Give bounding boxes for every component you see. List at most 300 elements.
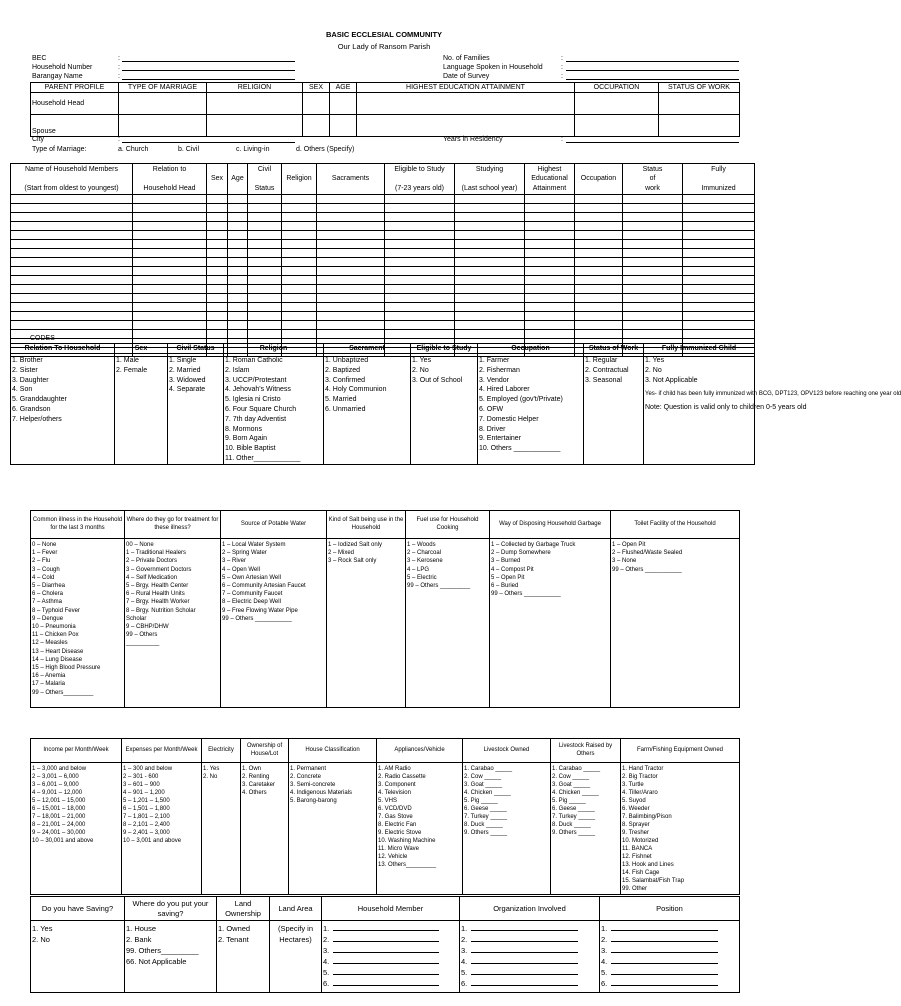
members-cell[interactable]: [317, 258, 385, 267]
members-cell[interactable]: [207, 213, 228, 222]
health-list-kind-of-salt-being-use-in-the-: [327, 539, 406, 708]
members-cell[interactable]: [133, 258, 207, 267]
members-cell[interactable]: [11, 276, 133, 285]
members-cell[interactable]: [228, 294, 248, 303]
members-cell[interactable]: [525, 249, 575, 258]
members-cell[interactable]: [11, 267, 133, 276]
members-cell[interactable]: [683, 276, 755, 285]
table-row: [11, 312, 755, 321]
members-cell[interactable]: [683, 267, 755, 276]
members-cell[interactable]: [133, 276, 207, 285]
members-cell[interactable]: [623, 321, 683, 330]
members-cell[interactable]: [11, 258, 133, 267]
members-cell[interactable]: [248, 222, 282, 231]
members-col-line: Studying: [475, 165, 504, 173]
fill-line[interactable]: [471, 924, 578, 931]
members-cell[interactable]: [525, 222, 575, 231]
members-cell[interactable]: [455, 321, 525, 330]
members-cell[interactable]: [228, 249, 248, 258]
members-cell[interactable]: [11, 204, 133, 213]
members-cell[interactable]: [11, 249, 133, 258]
members-cell[interactable]: [317, 213, 385, 222]
health-table: [30, 510, 740, 708]
members-cell[interactable]: [317, 321, 385, 330]
marriage-opt-others[interactable]: d. Others (Specify): [296, 146, 355, 153]
language-label: Language Spoken in Household: [443, 64, 543, 71]
members-cell[interactable]: [683, 312, 755, 321]
members-cell[interactable]: [455, 231, 525, 240]
members-cell[interactable]: [385, 276, 455, 285]
members-cell[interactable]: [575, 258, 623, 267]
bec-field[interactable]: [122, 61, 295, 62]
members-cell[interactable]: [455, 258, 525, 267]
list-item: 10. Others ____________: [479, 445, 561, 453]
members-cell[interactable]: [683, 204, 755, 213]
list-item: 2 – Flushed/Waste Sealed: [612, 550, 683, 557]
members-cell[interactable]: [575, 294, 623, 303]
health-list-common-illness-in-the-househol: [31, 539, 125, 708]
cell-input[interactable]: [659, 115, 740, 137]
list-item: 5. Pig _____: [464, 798, 498, 804]
members-cell[interactable]: [282, 312, 317, 321]
fill-line[interactable]: [611, 957, 718, 964]
cell-input[interactable]: [119, 93, 207, 115]
cell-input[interactable]: [575, 115, 659, 137]
list-item: 10. Motorized: [622, 838, 659, 844]
years-field[interactable]: [566, 142, 739, 143]
table-row: [11, 276, 755, 285]
members-cell[interactable]: [282, 294, 317, 303]
members-cell[interactable]: [248, 258, 282, 267]
members-cell[interactable]: [575, 204, 623, 213]
members-cell[interactable]: [575, 321, 623, 330]
econ-header-appliances-vehicle: Appliances/Vehicle: [377, 739, 463, 763]
list-item: 3. Not Applicable: [645, 376, 698, 384]
members-cell[interactable]: [525, 267, 575, 276]
members-cell[interactable]: [282, 258, 317, 267]
marriage-opt-living-in[interactable]: c. Living-in: [236, 146, 270, 153]
members-cell[interactable]: [575, 195, 623, 204]
household-number-field[interactable]: [122, 70, 295, 71]
members-cell[interactable]: [683, 330, 755, 339]
members-cell[interactable]: [525, 303, 575, 312]
list-item: [323, 945, 458, 956]
cell-input[interactable]: [357, 115, 575, 137]
members-cell[interactable]: [683, 321, 755, 330]
list-item: [461, 978, 598, 989]
barangay-name-field[interactable]: [122, 79, 295, 80]
members-cell[interactable]: [228, 321, 248, 330]
members-cell[interactable]: [455, 204, 525, 213]
members-cell[interactable]: [207, 321, 228, 330]
members-cell[interactable]: [623, 222, 683, 231]
list-item: 1 – 3,000 and below: [32, 766, 87, 772]
list-item: 2 – Mixed: [328, 550, 355, 557]
members-cell[interactable]: [623, 276, 683, 285]
members-cell[interactable]: [525, 204, 575, 213]
members-cell[interactable]: [455, 267, 525, 276]
health-list-way-of-disposing-household-gar: [490, 539, 611, 708]
members-cell[interactable]: [455, 330, 525, 339]
members-cell[interactable]: [133, 294, 207, 303]
members-cell[interactable]: [207, 303, 228, 312]
list-item-label: 4.: [601, 957, 608, 966]
members-cell[interactable]: [623, 240, 683, 249]
members-cell[interactable]: [385, 249, 455, 258]
members-cell[interactable]: [317, 312, 385, 321]
members-cell[interactable]: [282, 240, 317, 249]
members-cell[interactable]: [11, 240, 133, 249]
members-cell[interactable]: [248, 249, 282, 258]
members-cell[interactable]: [623, 249, 683, 258]
members-cell[interactable]: [207, 195, 228, 204]
members-cell[interactable]: [228, 231, 248, 240]
cell-input[interactable]: [357, 93, 575, 115]
members-cell[interactable]: [683, 213, 755, 222]
members-cell[interactable]: [623, 285, 683, 294]
members-cell[interactable]: [683, 294, 755, 303]
list-item: 11 – Chicken Pox: [32, 632, 79, 639]
list-item: 5 – 12,001 – 15,000: [32, 798, 86, 804]
members-cell[interactable]: [11, 321, 133, 330]
members-cell[interactable]: [207, 285, 228, 294]
fill-line[interactable]: [333, 924, 438, 931]
members-cell[interactable]: [228, 195, 248, 204]
members-cell[interactable]: [11, 222, 133, 231]
members-cell[interactable]: [207, 204, 228, 213]
members-cell[interactable]: [455, 312, 525, 321]
members-cell[interactable]: [683, 231, 755, 240]
members-cell[interactable]: [207, 267, 228, 276]
cell-input[interactable]: [119, 115, 207, 137]
members-col-line: [134, 174, 205, 184]
members-cell[interactable]: [683, 195, 755, 204]
fill-line[interactable]: [611, 935, 718, 942]
members-cell[interactable]: [228, 204, 248, 213]
members-cell[interactable]: [282, 330, 317, 339]
marriage-opt-church[interactable]: a. Church: [118, 146, 149, 153]
members-cell[interactable]: [623, 267, 683, 276]
list-item: 3. Confirmed: [325, 376, 366, 384]
fill-line[interactable]: [333, 946, 438, 953]
household-number-label: Household Number: [32, 64, 93, 71]
fill-line[interactable]: [471, 979, 578, 986]
members-cell[interactable]: [575, 231, 623, 240]
econ-list-expenses-per-month-week: [122, 763, 202, 895]
members-cell[interactable]: [133, 213, 207, 222]
members-cell[interactable]: [228, 240, 248, 249]
members-cell[interactable]: [11, 213, 133, 222]
members-cell[interactable]: [11, 285, 133, 294]
members-cell[interactable]: [575, 303, 623, 312]
members-cell[interactable]: [248, 312, 282, 321]
members-cell[interactable]: [133, 330, 207, 339]
members-cell[interactable]: [282, 321, 317, 330]
members-col-line: Status: [254, 184, 275, 192]
members-cell[interactable]: [455, 294, 525, 303]
fill-line[interactable]: [611, 979, 718, 986]
codes-label: CODES: [30, 335, 55, 342]
members-cell[interactable]: [207, 240, 228, 249]
members-cell[interactable]: [575, 249, 623, 258]
members-cell[interactable]: [133, 303, 207, 312]
table-row: [11, 303, 755, 312]
members-cell[interactable]: [385, 303, 455, 312]
list-item-label: 4.: [461, 957, 468, 966]
members-cell[interactable]: [575, 267, 623, 276]
members-cell[interactable]: [248, 231, 282, 240]
fill-line[interactable]: [471, 946, 578, 953]
marriage-opt-civil[interactable]: b. Civil: [178, 146, 200, 153]
members-cell[interactable]: [133, 285, 207, 294]
members-cell[interactable]: [455, 240, 525, 249]
members-cell[interactable]: [133, 249, 207, 258]
members-cell[interactable]: [11, 231, 133, 240]
fill-line[interactable]: [611, 968, 718, 975]
members-cell[interactable]: [207, 276, 228, 285]
fill-line[interactable]: [333, 968, 438, 975]
members-cell[interactable]: [455, 303, 525, 312]
members-cell[interactable]: [11, 330, 133, 339]
members-cell[interactable]: [248, 285, 282, 294]
list-item-label: 5.: [461, 968, 468, 977]
members-cell[interactable]: [683, 285, 755, 294]
members-cell[interactable]: [248, 303, 282, 312]
members-cell[interactable]: [575, 285, 623, 294]
members-cell[interactable]: [248, 330, 282, 339]
members-cell[interactable]: [623, 213, 683, 222]
members-cell[interactable]: [207, 312, 228, 321]
cell-input[interactable]: [330, 93, 357, 115]
members-cell[interactable]: [317, 222, 385, 231]
list-item-label: 3.: [323, 946, 330, 955]
econ-list-ownership-of-house-lot: [241, 763, 289, 895]
members-cell[interactable]: [683, 258, 755, 267]
members-cell[interactable]: [455, 195, 525, 204]
members-cell[interactable]: [575, 240, 623, 249]
members-cell[interactable]: [282, 285, 317, 294]
members-cell[interactable]: [282, 267, 317, 276]
members-col-line: Status: [642, 165, 663, 173]
members-cell[interactable]: [385, 204, 455, 213]
members-cell[interactable]: [248, 267, 282, 276]
members-cell[interactable]: [133, 222, 207, 231]
members-cell[interactable]: [683, 240, 755, 249]
list-item: 2. Contractual: [585, 366, 629, 374]
city-field[interactable]: [122, 142, 295, 143]
cell-input[interactable]: [575, 93, 659, 115]
members-cell[interactable]: [455, 276, 525, 285]
fill-line[interactable]: [333, 979, 438, 986]
cell-input[interactable]: [303, 115, 330, 137]
list-item: 4 – Compost Pit: [491, 566, 534, 573]
members-cell[interactable]: [282, 303, 317, 312]
members-cell[interactable]: [207, 330, 228, 339]
fill-line[interactable]: [333, 935, 438, 942]
members-cell[interactable]: [525, 285, 575, 294]
col-religion: RELIGION: [207, 83, 303, 93]
members-cell[interactable]: [282, 222, 317, 231]
members-cell[interactable]: [525, 294, 575, 303]
members-cell[interactable]: [317, 330, 385, 339]
members-cell[interactable]: [317, 195, 385, 204]
members-cell[interactable]: [455, 213, 525, 222]
members-cell[interactable]: [575, 213, 623, 222]
savings-list-do-you-have-saving: [31, 921, 125, 993]
table-row: [11, 213, 755, 222]
members-cell[interactable]: [683, 249, 755, 258]
members-cell[interactable]: [455, 285, 525, 294]
members-cell[interactable]: [525, 312, 575, 321]
members-cell[interactable]: [228, 312, 248, 321]
members-cell[interactable]: [207, 249, 228, 258]
cell-input[interactable]: [659, 93, 740, 115]
members-cell[interactable]: [385, 240, 455, 249]
list-item: 9 – 2,401 – 3,000: [123, 830, 170, 836]
fill-line[interactable]: [471, 957, 578, 964]
members-col-highest-educational-attainment: [525, 164, 575, 195]
members-cell[interactable]: [623, 294, 683, 303]
members-cell[interactable]: [133, 195, 207, 204]
members-cell[interactable]: [525, 231, 575, 240]
members-cell[interactable]: [455, 249, 525, 258]
members-cell[interactable]: [11, 303, 133, 312]
members-cell[interactable]: [248, 204, 282, 213]
members-cell[interactable]: [133, 321, 207, 330]
members-cell[interactable]: [385, 294, 455, 303]
members-cell[interactable]: [282, 195, 317, 204]
members-cell[interactable]: [248, 213, 282, 222]
members-cell[interactable]: [207, 222, 228, 231]
members-col-line: [229, 184, 246, 194]
members-cell[interactable]: [317, 285, 385, 294]
members-cell[interactable]: [623, 258, 683, 267]
date-of-survey-field[interactable]: [566, 79, 739, 80]
members-cell[interactable]: [623, 303, 683, 312]
fill-line[interactable]: [471, 968, 578, 975]
members-cell[interactable]: [282, 276, 317, 285]
members-col-line: Religion: [286, 175, 312, 183]
members-cell[interactable]: [248, 240, 282, 249]
members-cell[interactable]: [385, 258, 455, 267]
list-item: 1. House: [126, 924, 157, 933]
members-cell[interactable]: [385, 213, 455, 222]
members-cell[interactable]: [207, 231, 228, 240]
members-cell[interactable]: [133, 231, 207, 240]
members-cell[interactable]: [525, 240, 575, 249]
members-cell[interactable]: [575, 312, 623, 321]
cell-input[interactable]: [330, 115, 357, 137]
fill-line[interactable]: [471, 935, 578, 942]
cell-input[interactable]: [303, 93, 330, 115]
members-cell[interactable]: [385, 285, 455, 294]
members-cell[interactable]: [228, 213, 248, 222]
members-cell[interactable]: [248, 294, 282, 303]
members-cell[interactable]: [228, 285, 248, 294]
members-cell[interactable]: [228, 267, 248, 276]
members-cell[interactable]: [228, 303, 248, 312]
members-cell[interactable]: [385, 231, 455, 240]
list-item: 3. Vendor: [479, 376, 509, 384]
members-cell[interactable]: [317, 267, 385, 276]
language-field[interactable]: [566, 70, 739, 71]
members-cell[interactable]: [133, 240, 207, 249]
members-cell[interactable]: [623, 231, 683, 240]
members-cell[interactable]: [385, 195, 455, 204]
cell-input[interactable]: [207, 115, 303, 137]
members-cell[interactable]: [228, 222, 248, 231]
fill-line[interactable]: [611, 946, 718, 953]
members-cell[interactable]: [623, 330, 683, 339]
members-cell[interactable]: [385, 222, 455, 231]
list-item: 4 – Self Medication: [126, 574, 178, 581]
fill-line[interactable]: [333, 957, 438, 964]
members-cell[interactable]: [133, 204, 207, 213]
members-cell[interactable]: [525, 195, 575, 204]
members-cell[interactable]: [525, 213, 575, 222]
members-cell[interactable]: [317, 231, 385, 240]
no-of-families-field[interactable]: [566, 61, 739, 62]
members-cell[interactable]: [317, 294, 385, 303]
members-cell[interactable]: [683, 303, 755, 312]
members-cell[interactable]: [525, 321, 575, 330]
members-cell[interactable]: [575, 276, 623, 285]
members-cell[interactable]: [228, 276, 248, 285]
members-cell[interactable]: [385, 330, 455, 339]
members-cell[interactable]: [317, 249, 385, 258]
members-cell[interactable]: [11, 294, 133, 303]
members-cell[interactable]: [228, 330, 248, 339]
members-cell[interactable]: [525, 258, 575, 267]
members-cell[interactable]: [455, 222, 525, 231]
members-cell[interactable]: [623, 195, 683, 204]
members-cell[interactable]: [575, 222, 623, 231]
members-cell[interactable]: [248, 276, 282, 285]
fill-line[interactable]: [611, 924, 718, 931]
members-cell[interactable]: [317, 276, 385, 285]
members-cell[interactable]: [317, 240, 385, 249]
list-item: 4 – 9,001 – 12,000: [32, 790, 83, 796]
members-cell[interactable]: [623, 312, 683, 321]
members-cell[interactable]: [385, 267, 455, 276]
members-cell[interactable]: [228, 258, 248, 267]
members-cell[interactable]: [525, 276, 575, 285]
members-cell[interactable]: [11, 312, 133, 321]
members-cell[interactable]: [683, 222, 755, 231]
members-cell[interactable]: [207, 294, 228, 303]
members-cell[interactable]: [282, 231, 317, 240]
members-cell[interactable]: [317, 303, 385, 312]
members-cell[interactable]: [248, 321, 282, 330]
members-cell[interactable]: [207, 258, 228, 267]
members-cell[interactable]: [525, 330, 575, 339]
members-cell[interactable]: [623, 204, 683, 213]
members-cell[interactable]: [317, 204, 385, 213]
members-cell[interactable]: [282, 204, 317, 213]
members-cell[interactable]: [248, 195, 282, 204]
members-cell[interactable]: [282, 249, 317, 258]
members-cell[interactable]: [11, 195, 133, 204]
members-cell[interactable]: [133, 267, 207, 276]
members-cell[interactable]: [282, 213, 317, 222]
members-cell[interactable]: [133, 312, 207, 321]
members-cell[interactable]: [385, 321, 455, 330]
members-cell[interactable]: [575, 330, 623, 339]
cell-input[interactable]: [207, 93, 303, 115]
members-cell[interactable]: [385, 312, 455, 321]
list-item: 1 – Fever: [32, 550, 58, 557]
list-item: 7. 7th day Adventist: [225, 415, 287, 423]
